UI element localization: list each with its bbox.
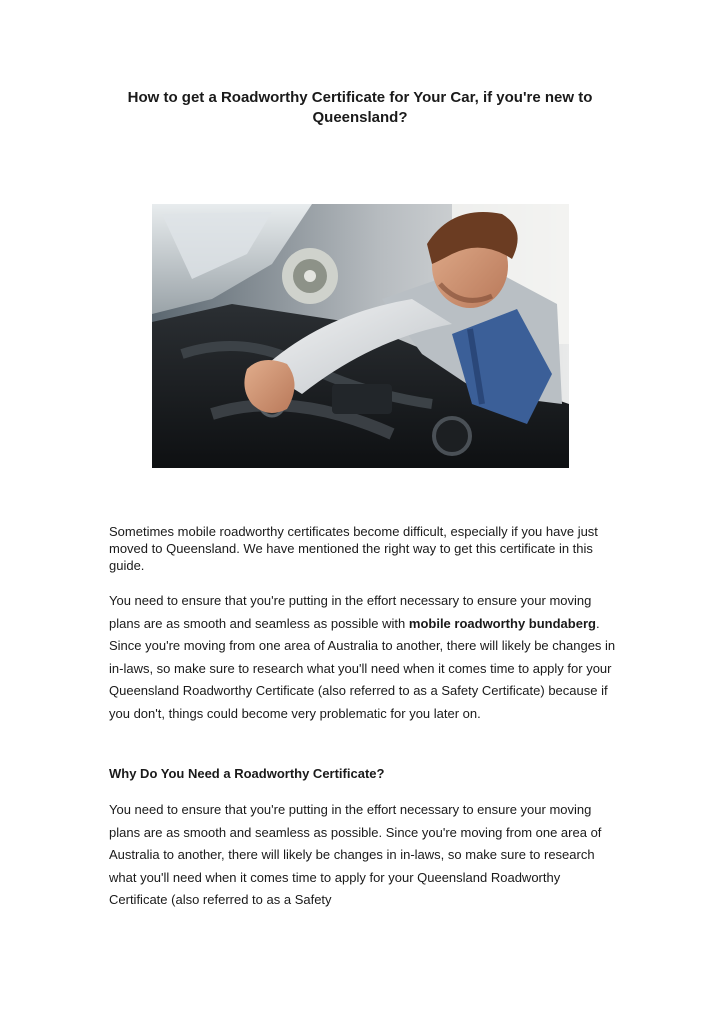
keyword-link: mobile roadworthy bundaberg [408, 615, 596, 631]
paragraph-text: You need to ensure that you're putting in the effort necessary to ensure your moving plans are as smooth and seamless as possible with [109, 593, 592, 631]
paragraph-text: . Since you're moving from one area of Australia to another, there will likely be changes in in-laws, so make sure to research what you'll need when it comes time to apply for your Queensland Roadworthy Certificate (also referred to as a Safety Certificate) because if you don't, things could become very problematic for you later on. [109, 615, 616, 721]
section-heading: Why Do You Need a Roadworthy Certificate? [109, 766, 385, 781]
intro-paragraph: Sometimes mobile roadworthy certificates become difficult, especially if you have just moved to Queensland. We have mentioned the right way to get this certificate in this guide. [109, 524, 598, 573]
body-paragraph-2: You need to ensure that you're putting in the effort necessary to ensure your moving plans are as smooth and seamless as possible. Since you're moving from one area of Australia to another, there will likely be changes in in-laws, so make sure to research what you'll need when it comes time to apply for your Queensland Roadworthy Certificate (also referred to as a Safety [109, 802, 602, 907]
mechanic-photo [152, 204, 569, 468]
page-title: How to get a Roadworthy Certificate for Your Car, if you're new to Queensland? [127, 89, 593, 126]
body-paragraph-1 [109, 590, 619, 725]
